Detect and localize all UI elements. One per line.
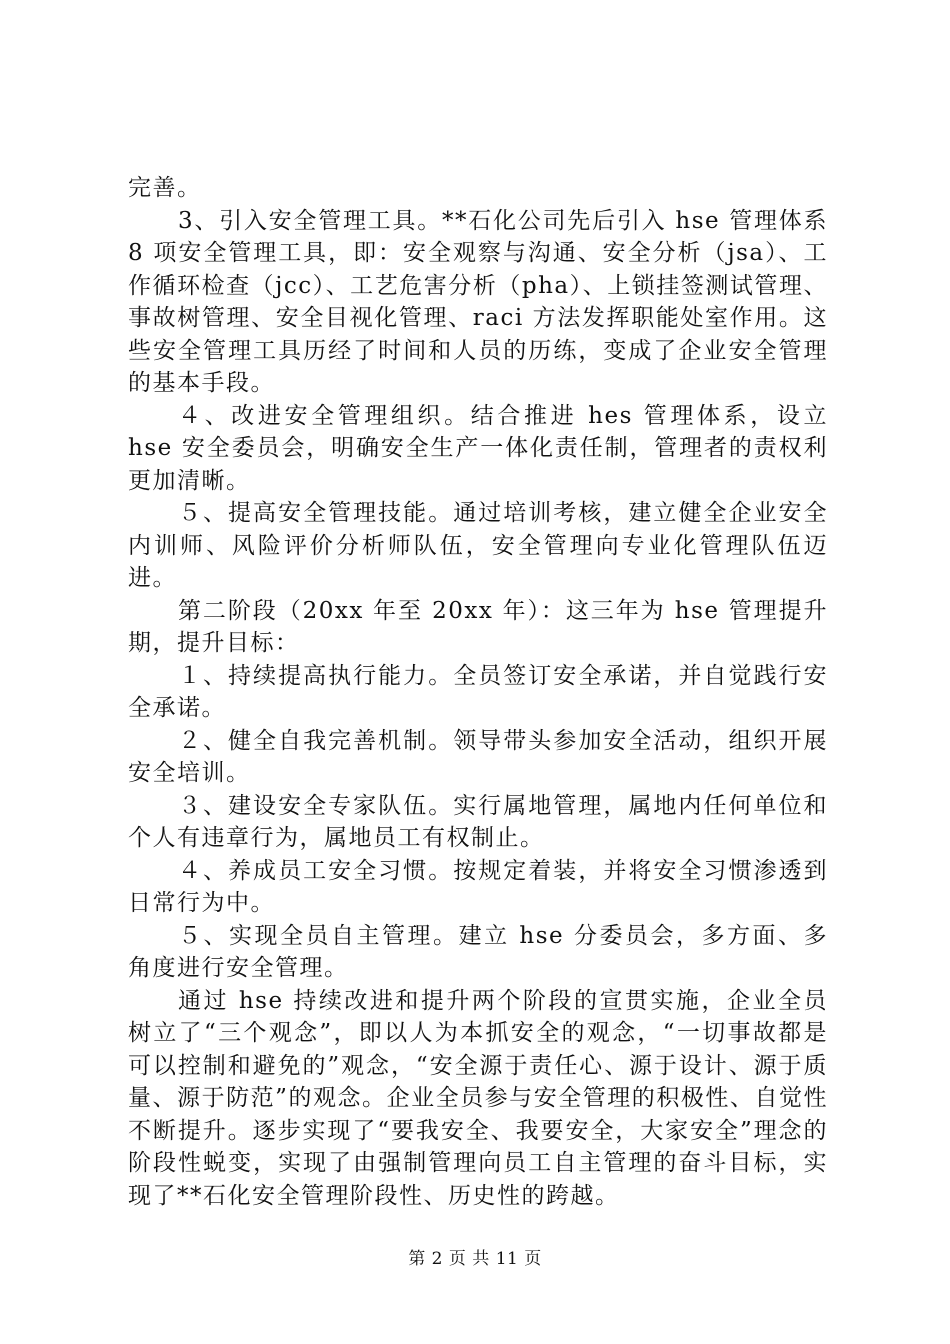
paragraph-7: ３、建设安全专家队伍。实行属地管理，属地内任何单位和个人有违章行为，属地员工有权制止。 (128, 792, 828, 851)
page-footer: 第 2 页 共 11 页 (408, 1249, 542, 1269)
paragraph-5: １、持续提高执行能力。全员签订安全承诺，并自觉践行安全承诺。 (128, 662, 828, 721)
paragraph-2: ４、改进安全管理组织。结合推进 hes 管理体系，设立 hse 安全委员会，明确安全生产一体化责任制，管理者的责权利更加清晰。 (128, 402, 828, 494)
paragraph-3: ５、提高安全管理技能。通过培训考核，建立健全企业安全内训师、风险评价分析师队伍，安全管理向专业化管理队伍迈进。 (128, 500, 828, 591)
paragraph-8: ４、养成员工安全习惯。按规定着装，并将安全习惯渗透到日常行为中。 (128, 857, 828, 916)
paragraph-6: ２、健全自我完善机制。领导带头参加安全活动，组织开展安全培训。 (128, 727, 828, 786)
paragraph-1: 3、引入安全管理工具。**石化公司先后引入 hse 管理体系 8 项安全管理工具，即：安全观察与沟通、安全分析（jsa）、工作循环检查（jcc）、工艺危害分析（pha）、上锁挂签测试管理、事故树管理、安全目视化管理、raci 方法发挥职能处室作用。这些安全管理工具历经了时间和人员的历练，变成了企业安全管理的基本手段。 (128, 207, 828, 396)
paragraph-9: ５、实现全员自主管理。建立 hse 分委员会，多方面、多角度进行安全管理。 (128, 922, 828, 981)
document-body (128, 172, 828, 1212)
paragraph-4: 第二阶段（20xx 年至 20xx 年）：这三年为 hse 管理提升期，提升目标： (128, 597, 828, 656)
paragraph-0: 完善。 (128, 175, 202, 201)
paragraph-10: 通过 hse 持续改进和提升两个阶段的宣贯实施，企业全员树立了“三个观念”，即以人为本抓安全的观念，“一切事故都是可以控制和避免的”观念，“安全源于责任心、源于设计、源于质量、源于防范”的观念。企业全员参与安全管理的积极性、自觉性不断提升。逐步实现了“要我安全、我要安全，大家安全”理念的阶段性蜕变，实现了由强制管理向员工自主管理的奋斗目标，实现了**石化安全管理阶段性、历史性的跨越。 (128, 987, 828, 1209)
